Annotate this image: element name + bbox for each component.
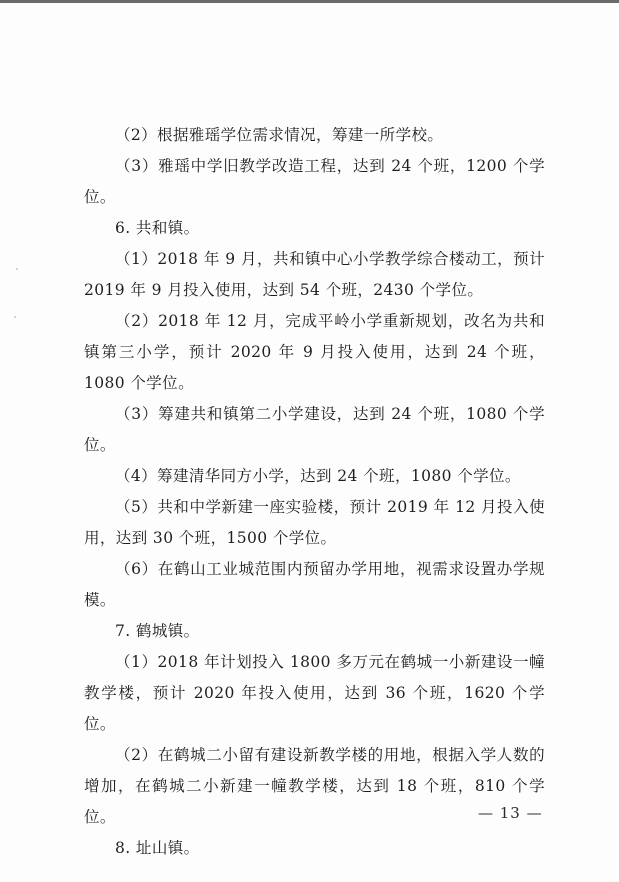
section-heading: 7. 鹤城镇。 [115,622,200,640]
paragraph: （5）共和中学新建一座实验楼，预计 2019 年 12 月投入使用，达到 30 个班，1500 个学位。 [84,498,545,547]
page-number: — 13 — [478,804,543,822]
paragraph: （3）筹建共和镇第二小学建设，达到 24 个班，1080 个学位。 [84,405,545,454]
paragraph: （6）在鹤山工业城范围内预留办学用地，视需求设置办学规模。 [84,560,545,609]
scan-speck [16,268,18,270]
paragraph: （2）在鹤城二小留有建设新教学楼的用地，根据入学人数的增加，在鹤城二小新建一幢教学楼，达到 18 个班，810 个学位。 [84,746,545,826]
top-edge-line [0,0,619,3]
paragraph: （1）2018 年计划投入 1800 多万元在鹤城一小新建设一幢教学楼，预计 2020 年投入使用，达到 36 个班，1620 个学位。 [84,653,545,733]
paragraph: （2）根据雅瑶学位需求情况，筹建一所学校。 [115,126,444,144]
document-body [84,120,545,864]
section-heading: 6. 共和镇。 [115,219,200,237]
scan-speck [14,316,16,318]
paragraph: （4）筹建清华同方小学，达到 24 个班，1080 个学位。 [115,467,521,485]
section-heading: 8. 址山镇。 [115,839,200,857]
paragraph: （3）雅瑶中学旧教学改造工程，达到 24 个班，1200 个学位。 [84,157,545,206]
paragraph: （2）2018 年 12 月，完成平岭小学重新规划，改名为共和镇第三小学，预计 2020 年 9 月投入使用，达到 24 个班，1080 个学位。 [84,312,545,392]
paragraph: （1）2018 年 9 月，共和镇中心小学教学综合楼动工，预计 2019 年 9 月投入使用，达到 54 个班，2430 个学位。 [84,250,545,299]
